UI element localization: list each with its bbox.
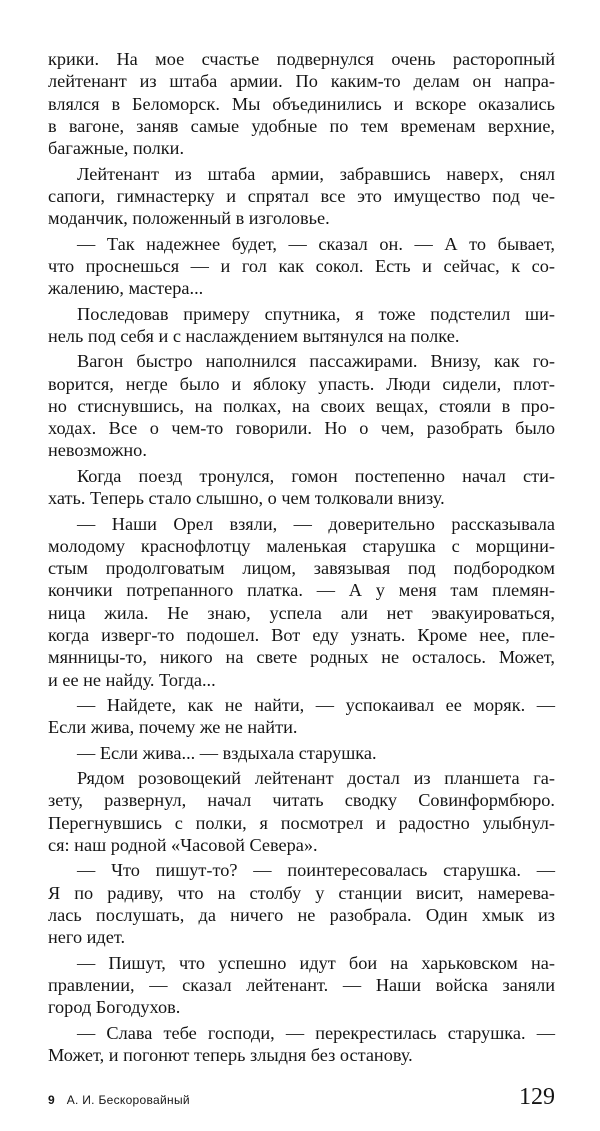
- text-line: — Пишут, что успешно идут бои на харьковском на-: [77, 952, 555, 973]
- text-line: ница жила. Не знаю, успела али нет эвакуироваться,: [48, 602, 555, 623]
- text-line: лейтенант из штаба армии. По каким-то делам он напра-: [48, 71, 555, 92]
- text-line: Если жива, почему же не найти.: [48, 717, 298, 738]
- printer-signature: 9: [48, 1093, 55, 1108]
- paragraph: [48, 859, 555, 948]
- paragraph: [48, 303, 555, 348]
- text-line: стым продолговатым лицом, завязывая под подбородком: [48, 558, 555, 579]
- text-line: Лейтенант из штаба армии, забравшись наверх, снял: [77, 163, 555, 184]
- text-line: и ее не найду. Тогда...: [48, 669, 216, 690]
- text-line: нель под себя и с наслаждением вытянулся на полке.: [48, 325, 460, 346]
- text-line: когда изверг-то подошел. Вот еду узнать. Кроме нее, пле-: [48, 624, 555, 645]
- text-line: лась послушать, да ничего не разобрала. Один хмык из: [48, 904, 555, 925]
- paragraph: [48, 163, 555, 230]
- text-line: Перегнувшись с полки, я посмотрел и радостно улыбнул-: [48, 812, 555, 833]
- text-line: кончики потрепанного платка. — А у меня там племян-: [48, 580, 555, 601]
- text-line: Рядом розовощекий лейтенант достал из планшета га-: [77, 768, 555, 789]
- text-line: Может, и погонют теперь злыдня без останову.: [48, 1044, 413, 1065]
- text-line: Последовав примеру спутника, я тоже подстелил ши-: [77, 303, 555, 324]
- text-line: ходах. Все о чем-то говорили. Но о чем, разобрать было: [48, 418, 555, 439]
- text-line: — Что пишут-то? — поинтересовалась старушка. —: [77, 860, 555, 881]
- paragraph: [48, 465, 555, 510]
- text-line: невозможно.: [48, 440, 147, 461]
- text-line: Вагон быстро наполнился пассажирами. Внизу, как го-: [77, 351, 555, 372]
- page-body: [48, 48, 555, 1066]
- text-line: — Найдете, как не найти, — успокаивал ее моряк. —: [77, 694, 555, 715]
- text-line: моданчик, положенный в изголовье.: [48, 208, 330, 229]
- text-line: сапоги, гимнастерку и спрятал все это имущество под че-: [48, 185, 555, 206]
- text-line: — Слава тебе господи, — перекрестилась старушка. —: [77, 1022, 555, 1043]
- paragraph: [48, 350, 555, 461]
- author-name: А. И. Бескоровайный: [66, 1093, 190, 1108]
- text-line: хать. Теперь стало слышно, о чем толковали внизу.: [48, 488, 445, 509]
- paragraph: [48, 48, 555, 159]
- paragraph: [48, 694, 555, 739]
- page-number: 129: [519, 1084, 555, 1111]
- page-footer: [48, 1084, 555, 1111]
- text-line: — Если жива... — вздыхала старушка.: [77, 742, 377, 763]
- paragraph: [48, 742, 555, 764]
- text-line: жалению, мастера...: [48, 278, 204, 299]
- text-line: Когда поезд тронулся, гомон постепенно начал сти-: [77, 465, 555, 486]
- text-line: но стиснувшись, на полках, на своих вещах, стояли в про-: [48, 395, 555, 416]
- text-line: него идет.: [48, 927, 126, 948]
- text-line: зету, развернул, начал читать сводку Совинформбюро.: [48, 790, 555, 811]
- text-line: Я по радиву, что на столбу у станции висит, намерева-: [48, 882, 555, 903]
- text-line: — Так надежнее будет, — сказал он. — А то бывает,: [77, 233, 555, 254]
- text-line: ворится, негде было и яблоку упасть. Люди сидели, плот-: [48, 373, 555, 394]
- text-line: ся: наш родной «Часовой Севера».: [48, 834, 318, 855]
- text-line: — Наши Орел взяли, — доверительно рассказывала: [77, 513, 555, 534]
- paragraph: [48, 233, 555, 300]
- text-line: крики. На мое счастье подвернулся очень расторопный: [48, 49, 555, 69]
- text-line: правлении, — сказал лейтенант. — Наши войска заняли: [48, 974, 555, 995]
- text-line: багажные, полки.: [48, 138, 185, 159]
- text-line: что проснешься — и гол как сокол. Есть и сейчас, к со-: [48, 255, 555, 276]
- text-line: в вагоне, заняв самые удобные по тем временам верхние,: [48, 115, 555, 136]
- text-line: город Богодухов.: [48, 997, 181, 1018]
- paragraph: [48, 513, 555, 691]
- text-line: молодому краснофлотцу маленькая старушка с морщини-: [48, 535, 555, 556]
- text-line: мянницы-то, никого на свете родных не осталось. Может,: [48, 647, 555, 668]
- text-line: влялся в Беломорск. Мы объединились и вскоре оказались: [48, 93, 555, 114]
- paragraph: [48, 767, 555, 856]
- paragraph: [48, 1022, 555, 1067]
- paragraph: [48, 952, 555, 1019]
